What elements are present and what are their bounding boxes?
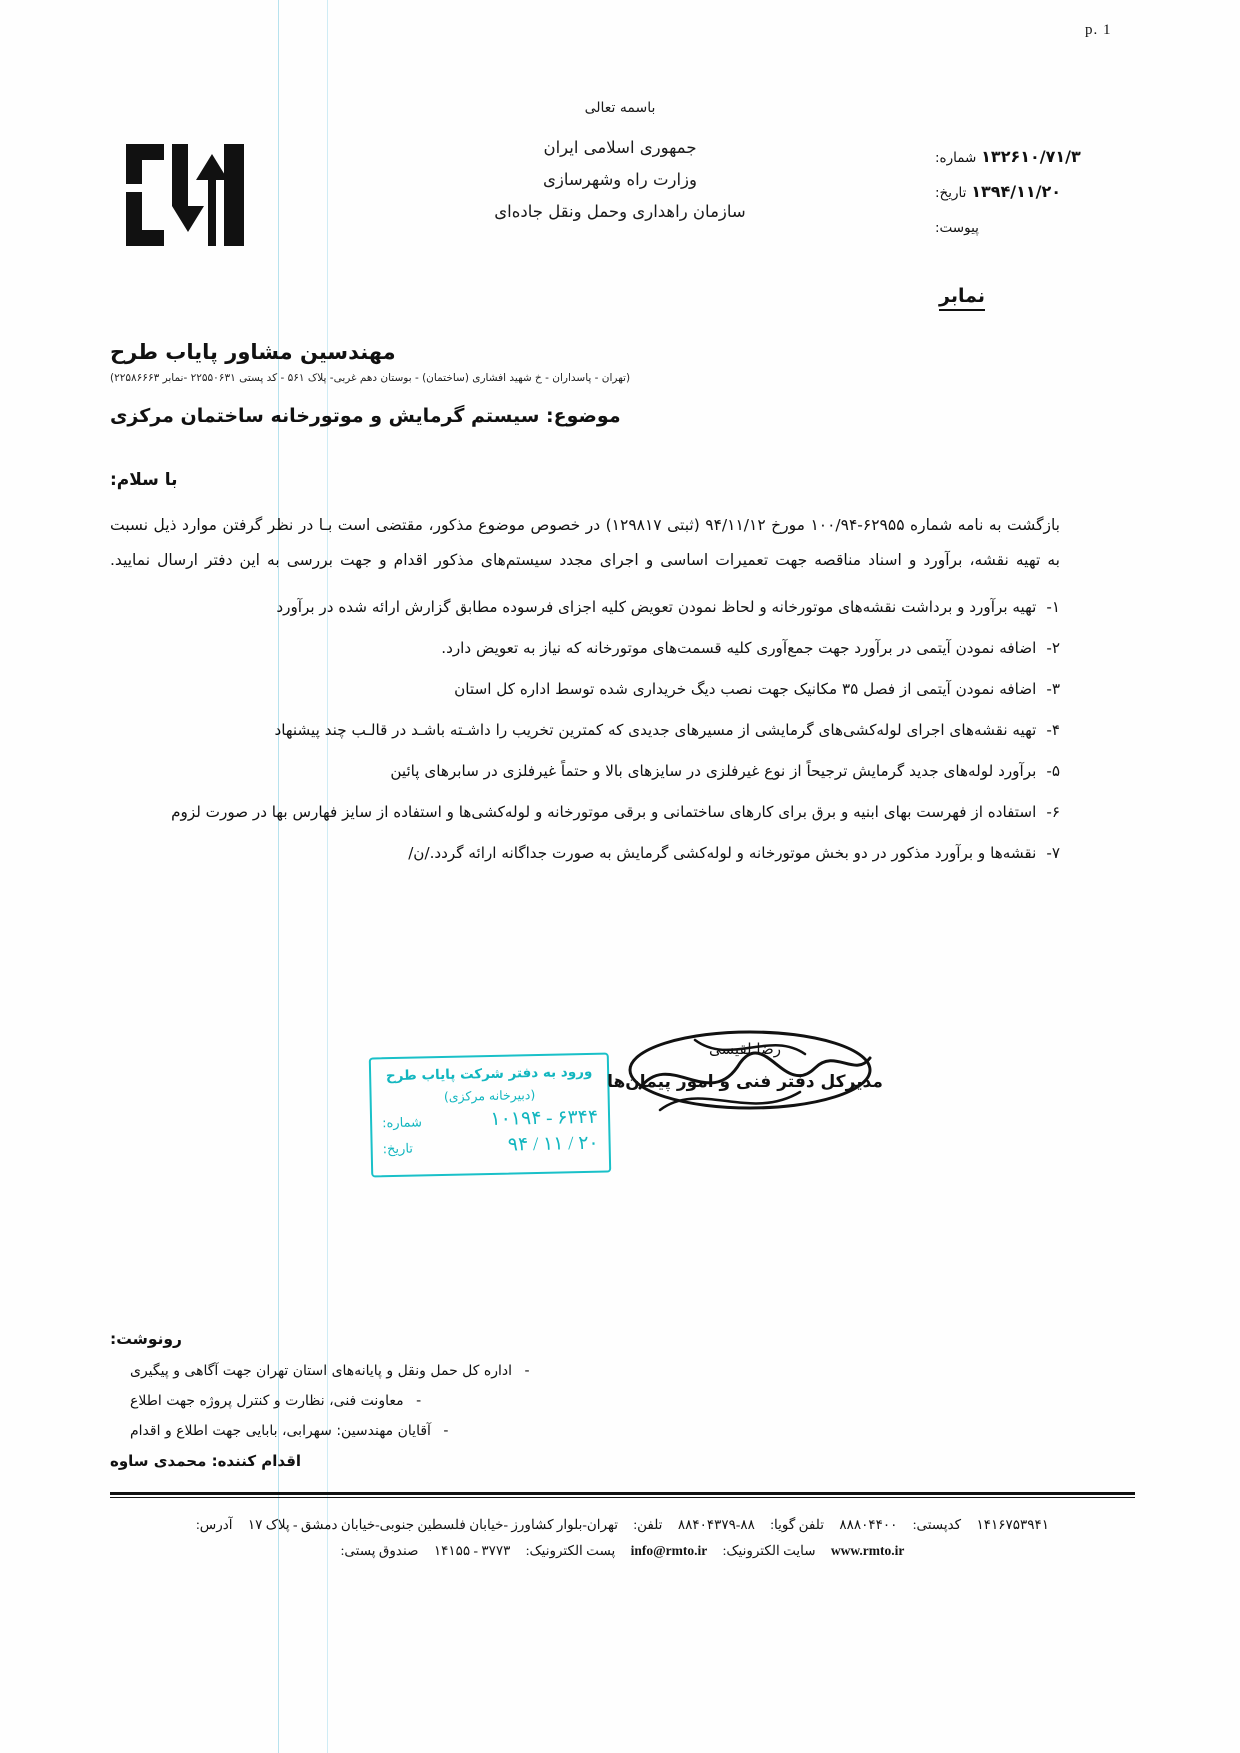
receipt-stamp [369, 1053, 611, 1178]
footer-voice-label: تلفن گویا: [770, 1517, 824, 1532]
cc-title: رونوشت: [110, 1330, 182, 1348]
cc-bullet: - [524, 1363, 530, 1379]
org-line-3: سازمان راهداری وحمل ونقل جاده‌ای [494, 202, 746, 221]
rmto-logo-icon [120, 140, 250, 250]
cc-bullet: - [416, 1393, 422, 1409]
org-line-1: جمهوری اسلامی ایران [543, 138, 697, 157]
receipt-stamp-number-label: شماره: [382, 1115, 423, 1132]
letter-footer [110, 1512, 1135, 1564]
date-value: ۱۳۹۴/۱۱/۲۰ [971, 182, 1062, 201]
list-item [110, 713, 1060, 747]
signer-name: رضا لقیسی [709, 1040, 781, 1058]
footer-website-value: www.rmto.ir [830, 1543, 905, 1558]
org-line-2: وزارت راه وشهرسازی [543, 170, 697, 189]
list-item [110, 754, 1060, 788]
receipt-stamp-line1: ورود به دفتر شرکت پایاب طرح [385, 1063, 593, 1085]
reference-number-label: شماره: [935, 150, 977, 166]
footer-email-value: info@rmto.ir [630, 1543, 708, 1558]
list-item [110, 631, 1060, 665]
cc-list [130, 1356, 1060, 1446]
footer-website-label: سایت الکترونیک: [722, 1543, 816, 1558]
list-item-number: ۳- [1046, 680, 1060, 698]
letter-subject: موضوع: سیستم گرمایش و موتورخانه ساختمان مرکزی [110, 405, 621, 427]
preparer-line: اقدام کننده: محمدی ساوه [110, 1452, 302, 1470]
cc-item-text: معاونت فنی، نظارت و کنترل پروژه جهت اطلاع [130, 1393, 404, 1409]
list-item-number: ۶- [1046, 803, 1060, 821]
footer-po-box-label: صندوق پستی: [340, 1543, 419, 1558]
footer-phone-value: ۸۸-۸۸۴۰۴۳۷۹ [677, 1517, 755, 1532]
reference-block [935, 140, 1165, 245]
signature-block [580, 1040, 910, 1092]
cc-item-text: اداره کل حمل ونقل و پایانه‌های استان تهران جهت آگاهی و پیگیری [130, 1363, 512, 1379]
requirements-list [110, 590, 1060, 870]
list-item [130, 1416, 1060, 1446]
footer-postal-code-value: ۱۴۱۶۷۵۳۹۴۱ [976, 1517, 1049, 1532]
list-item [110, 590, 1060, 624]
list-item-text: برآورد لوله‌های جدید گرمایش ترجیحاً از نوع غیرفلزی در سایزهای بالا و حتماً غیرفلزی در سابرهای پائین [390, 762, 1037, 780]
list-item-text: تهیه نقشه‌های اجرای لوله‌کشی‌های گرمایشی از مسیرهای جدیدی که کمترین تخریب را داشـته باشـد در قالـب چند پیشنهاد [274, 721, 1037, 739]
basmala-text: باسمه تعالی [584, 100, 656, 116]
receipt-stamp-number-value: ۶۳۴۴ - ۱۰۱۹۴ [490, 1106, 599, 1130]
receipt-stamp-date-label: تاریخ: [382, 1141, 414, 1158]
carbon-copy-block [110, 1330, 1060, 1470]
list-item-text: اضافه نمودن آیتمی از فصل ۳۵ مکانیک جهت نصب دیگ خریداری شده توسط اداره کل استان [454, 680, 1037, 698]
receipt-stamp-number-row [382, 1107, 598, 1136]
list-item [110, 672, 1060, 706]
list-item-number: ۱- [1046, 598, 1060, 616]
footer-po-box-value: ۳۷۷۳ - ۱۴۱۵۵ [433, 1543, 511, 1558]
list-item [130, 1356, 1060, 1386]
footer-phone-label: تلفن: [633, 1517, 663, 1532]
addressee-name: مهندسین مشاور پایاب طرح [110, 340, 396, 364]
reference-number-row [935, 140, 1165, 175]
footer-divider [110, 1492, 1135, 1498]
footer-voice-value: ۸۸۸۰۴۴۰۰ [839, 1517, 898, 1532]
signer-title: مدیرکل دفتر فنی و امور پیمان‌ها [607, 1072, 883, 1092]
date-row [935, 175, 1165, 210]
cc-bullet: - [443, 1423, 449, 1439]
cc-item-text: آقایان مهندسین: سهرابی، بابایی جهت اطلاع و اقدام [130, 1423, 431, 1439]
receipt-stamp-date-value: ۲۰ / ۱۱ / ۹۴ [507, 1132, 599, 1156]
attachment-row [935, 210, 1165, 245]
addressee-address: (تهران - پاسداران - خ شهید افشاری (ساختمان) - بوستان دهم غربی- پلاک ۵۶۱ - کد پستی ۲۲۵۵۰۶۳۱ -نمابر ۲۲۵۸۶۶۶۳) [110, 372, 631, 384]
footer-email-label: پست الکترونیک: [525, 1543, 616, 1558]
list-item-text: تهیه برآورد و برداشت نقشه‌های موتورخانه و لحاظ نمودن تعویض کلیه اجزای فرسوده مطابق گزارش ارائه شده در برآورد [276, 598, 1037, 616]
list-item-text: اضافه نمودن آیتمی در برآورد جهت جمع‌آوری کلیه قسمت‌های موتورخانه که نیاز به تعویض دارد. [441, 639, 1037, 657]
receipt-stamp-date-row [382, 1133, 598, 1162]
footer-address-label: آدرس: [196, 1517, 233, 1532]
list-item [130, 1386, 1060, 1416]
body-intro-paragraph: بازگشت به نامه شماره ۶۲۹۵۵-۱۰۰/۹۴ مورخ ۹۴/۱۱/۱۲ (ثبتی ۱۲۹۸۱۷) در خصوص موضوع مذکور، مقتضی است بـا در نظر گرفتن موارد ذیل نسبت به تهیه نقشه، برآورد و اسناد مناقصه جهت تعمیرات اساسی و اجرای مجدد سیستم‌های مذکور اقدام و جهت بررسی به این دفتر ارسال نمایید. [110, 516, 1060, 569]
footer-postal-code-label: کدپستی: [912, 1517, 962, 1532]
letterhead-organization [430, 100, 810, 228]
letter-body [110, 508, 1060, 877]
footer-address-value: تهران-بلوار کشاورز -خیابان فلسطین جنوبی-خیابان دمشق - پلاک ۱۷ [247, 1517, 618, 1532]
letter-greeting: با سلام: [110, 470, 178, 490]
list-item [110, 795, 1060, 829]
list-item-number: ۲- [1046, 639, 1060, 657]
page-marker: p. 1 [1085, 22, 1112, 38]
attachment-label: پیوست: [935, 220, 979, 236]
list-item-number: ۴- [1046, 721, 1060, 739]
list-item-number: ۷- [1046, 844, 1060, 862]
list-item-text: استفاده از فهرست بهای ابنیه و برق برای کارهای ساختمانی و برقی موتورخانه و لوله‌کشی‌ها و استفاده از سایز فهارس بها در صورت لزوم [171, 803, 1037, 821]
list-item-text: نقشه‌ها و برآورد مذکور در دو بخش موتورخانه و لوله‌کشی گرمایش به صورت جداگانه ارائه گردد./ن/ [408, 844, 1037, 862]
footer-line-2 [110, 1538, 1135, 1564]
fax-label: نمابر [939, 285, 985, 311]
list-item-number: ۵- [1046, 762, 1060, 780]
footer-line-1 [110, 1512, 1135, 1538]
addressee-block [110, 340, 1160, 400]
date-label: تاریخ: [935, 185, 967, 201]
reference-number-value: ۱۳۲۶۱۰/۷۱/۳ [981, 147, 1081, 166]
list-item [110, 836, 1060, 870]
receipt-stamp-line2: (دبیرخانه مرکزی) [443, 1087, 536, 1104]
